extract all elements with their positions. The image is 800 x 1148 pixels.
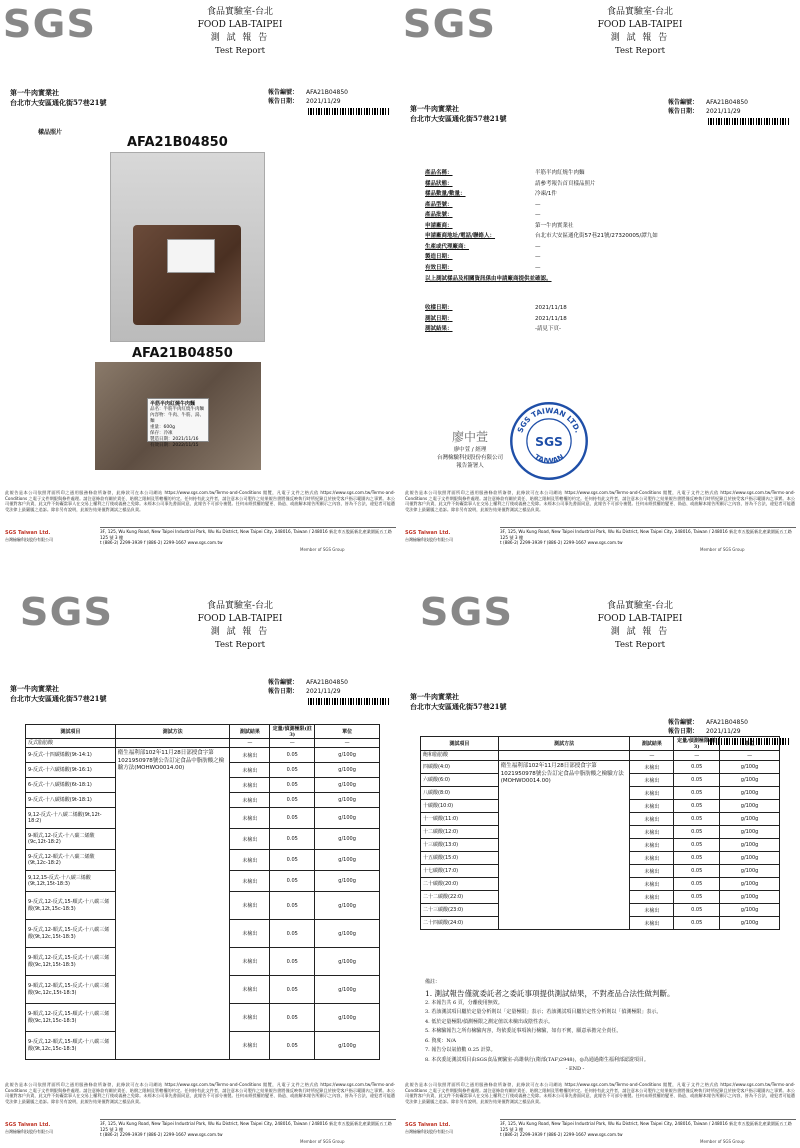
address-block: 3F, 125, Wu Kung Road, New Taipei Industrial Park, Wu Ku District, New Taipei City, 248016, Taiwan / 248016 新北市五股區新北產業園區五工路 125 號 3 樓 t (886-2) 2299-3939 f (886-2) 2299-1667 www.sgs.com.tw (100, 527, 396, 546)
report-meta: 報告編號： AFA21B04850 報告日期： 2021/11/29 (268, 679, 348, 695)
svg-text:SGS: SGS (535, 434, 563, 449)
client-address: 台北市大安區通化街57巷21號 (10, 98, 107, 107)
cell-method: 衛生福利部102年11月28日部授食字第1021950978號公告訂定食品中脂肪酸之檢驗方法(MOHWO0014.00) (498, 761, 630, 930)
cell-item: 9-反式,12-順式,15-順式-十八碳三烯酸(9t,12c,15c-18:3) (26, 1032, 116, 1060)
signature: 廖中萱 (451, 430, 488, 444)
cell-item: 9-順式,12-反式,15-順式-十八碳三烯酸(9c,12t,15c-18:3) (26, 1004, 116, 1032)
cell-result: 未檢出 (230, 948, 270, 976)
cell-item: 二十四碳酸(24:0) (421, 917, 499, 930)
field-row: 產品型號： — (425, 201, 541, 208)
cell-loq: 0.05 (674, 761, 720, 774)
cell-loq: 0.05 (270, 1004, 315, 1032)
cell-unit: g/100g (315, 793, 380, 808)
report-title-en: Test Report (215, 46, 265, 56)
cell-loq: 0.05 (674, 787, 720, 800)
cell-loq: 0.05 (270, 850, 315, 871)
cell-item: 9-反式-十八碳烯酸(9t-18:1) (26, 793, 116, 808)
cell-unit: g/100g (315, 763, 380, 778)
client-name: 第一牛肉實業社 (10, 88, 59, 97)
cell-result: 未檢出 (230, 748, 270, 763)
cell-item: 六碳酸(6:0) (421, 774, 499, 787)
cell-result: 未檢出 (230, 892, 270, 920)
cell-result: 未檢出 (630, 904, 674, 917)
lab-header: 食品實驗室-台北 FOOD LAB-TAIPEI 測 試 報 告 Test Report (597, 7, 683, 56)
cell-unit: g/100g (315, 1004, 380, 1032)
signer-role: 報告簽署人 (456, 463, 484, 469)
cell-loq: 0.05 (270, 892, 315, 920)
cell-method (115, 739, 230, 748)
cell-loq: 0.05 (270, 920, 315, 948)
cell-result: 未檢出 (230, 808, 270, 829)
cell-unit: g/100g (315, 850, 380, 871)
cell-result: 未檢出 (230, 976, 270, 1004)
cell-method (498, 751, 630, 761)
col-unit: 單位 (315, 725, 380, 739)
cell-loq: 0.05 (674, 813, 720, 826)
lab-header: 食品實驗室-台北 FOOD LAB-TAIPEI 測 試 報 告 Test Report (197, 601, 283, 650)
cell-unit: g/100g (315, 778, 380, 793)
cell-result: 未檢出 (230, 778, 270, 793)
svg-text:TAIWAN: TAIWAN (532, 452, 566, 466)
cell-loq: 0.05 (674, 865, 720, 878)
cell-unit: g/100g (315, 892, 380, 920)
cell-unit: g/100g (720, 813, 780, 826)
col-method: 測試方法 (115, 725, 230, 739)
lab-header (140, 6, 340, 58)
cell-item: 十二碳酸(12:0) (421, 826, 499, 839)
cell-unit: g/100g (720, 917, 780, 930)
sample-info (425, 168, 780, 285)
client-block: 第一牛肉實業社 台北市大安區通化街57巷21號 (410, 692, 507, 711)
cell-unit: g/100g (720, 865, 780, 878)
cell-result: 未檢出 (630, 813, 674, 826)
cell-result: — (230, 739, 270, 748)
field-row: 樣品狀態： 請參考報告首頁樣品照片 (425, 180, 596, 187)
sgs-logo: SGS (402, 2, 496, 46)
cell-result: 未檢出 (230, 1004, 270, 1032)
cell-result: 未檢出 (630, 839, 674, 852)
field-row: 生產或代理廠商： — (425, 243, 541, 250)
cell-result: 未檢出 (630, 761, 674, 774)
barcode (308, 108, 390, 115)
sgs-logo: SGS (419, 590, 513, 634)
cell-result: 未檢出 (630, 774, 674, 787)
cell-loq: 0.05 (270, 763, 315, 778)
cell-loq: 0.05 (270, 793, 315, 808)
cell-unit: g/100g (315, 871, 380, 892)
table-row (421, 761, 780, 774)
col-result: 測試結果 (230, 725, 270, 739)
cell-loq: 0.05 (270, 976, 315, 1004)
lab-header: 食品實驗室-台北 FOOD LAB-TAIPEI 測 試 報 告 Test Report (597, 601, 683, 650)
report-date: 2021/11/29 (306, 98, 341, 105)
cell-result: 未檢出 (630, 852, 674, 865)
cell-item: 9,12,15-反式-十八碳三烯酸(9t,12t,15t-18:3) (26, 871, 116, 892)
report-title-zh: 測 試 報 告 (210, 33, 270, 43)
sgs-logo: SGS (19, 590, 113, 634)
cell-result: 未檢出 (630, 878, 674, 891)
cell-item: 十碳酸(10:0) (421, 800, 499, 813)
cell-loq: 0.05 (674, 917, 720, 930)
cell-loq: 0.05 (270, 778, 315, 793)
cell-unit: g/100g (315, 920, 380, 948)
cell-item: 9-反式,12-順式-十八碳二烯酸(9t,12c-18:2) (26, 850, 116, 871)
cell-unit: g/100g (720, 891, 780, 904)
cell-loq: 0.05 (674, 800, 720, 813)
cell-unit: g/100g (720, 878, 780, 891)
sample-id-top: AFA21B04850 (127, 135, 228, 150)
cell-loq: 0.05 (674, 852, 720, 865)
cell-loq: 0.05 (674, 878, 720, 891)
cell-item: 二十二碳酸(22:0) (421, 891, 499, 904)
cell-loq: 0.05 (270, 748, 315, 763)
lab-name-zh: 食品實驗室-台北 (206, 7, 274, 17)
lab-name-en: FOOD LAB-TAIPEI (197, 20, 283, 30)
cell-unit: g/100g (720, 761, 780, 774)
brand-name: SGS Taiwan Ltd. (5, 530, 51, 536)
cell-item: 6-反式-十八碳烯酸(6t-18:1) (26, 778, 116, 793)
report-meta: 報告編號： AFA21B04850 報告日期： 2021/11/29 (268, 89, 348, 105)
cell-loq: 0.05 (674, 891, 720, 904)
cell-result: 未檢出 (630, 865, 674, 878)
table-row (26, 739, 380, 748)
cell-item: 9-反式,12-順式,15-反式-十八碳三烯酸(9t,12c,15t-18:3) (26, 920, 116, 948)
end-marker: - END - (565, 1066, 585, 1072)
cell-item: 9-順式,12-反式,15-反式-十八碳三烯酸(9c,12t,15t-18:3) (26, 948, 116, 976)
signer-name: 廖中萱 / 經理 (453, 447, 487, 453)
sample-id-bottom: AFA21B04850 (132, 346, 233, 361)
cell-unit: g/100g (720, 787, 780, 800)
client-block: 第一牛肉實業社 台北市大安區通化街57巷21號 (410, 104, 507, 123)
cell-item: 9-反式-十六碳烯酸(9t-16:1) (26, 763, 116, 778)
cell-item: 二十碳酸(20:0) (421, 878, 499, 891)
cell-result: — (630, 751, 674, 761)
report-meta: 報告編號： AFA21B04850 報告日期： 2021/11/29 (668, 99, 748, 115)
field-row: 有效日期： — (425, 264, 541, 271)
cell-result: 未檢出 (630, 826, 674, 839)
cell-item: 四碳酸(4:0) (421, 761, 499, 774)
sgs-logo: SGS (2, 2, 96, 46)
cell-result: 未檢出 (230, 793, 270, 808)
barcode (708, 118, 790, 125)
client-block (10, 88, 106, 108)
table-row (26, 748, 380, 763)
signer-company: 台灣檢驗科技股份有限公司 (436, 455, 503, 461)
trans-fat-table (25, 724, 380, 1060)
cell-result: 未檢出 (630, 917, 674, 930)
test-dates: 收樣日期： 2021/11/18 測試日期： 2021/11/18 測試結果： -請見下頁- (425, 305, 567, 332)
signature-block (425, 428, 515, 470)
cell-item: 十七碳酸(17:0) (421, 865, 499, 878)
cell-loq: 0.05 (674, 826, 720, 839)
report-page-2: SGS 食品實驗室-台北 FOOD LAB-TAIPEI 測 試 報 告 Test Report 第一牛肉實業社 台北市大安區通化街57巷21號 報告編號： AFA21B04850 報告日期： 2021/11/29 產品名稱： 半筋半肉紅燒牛肉麵 樣品狀態： 請參考報告首頁樣品照片 樣品數量/數量： 冷凍/1件 產品型號： — 產品批號： — 申請廠商： 第一牛肉實業社 申請廠商地址/電話/聯絡人： 台北市大安區通化街57巷21號/27320005/譚九如 生產或代理廠商： — 製造日期： — 有效日期： — 以上測試樣品及相關資訊係由申請廠商提供並確認。 收樣日期： 2021/11/18 測試日期： 2021/11/18 測試結果： -請見下頁- 廖中萱 廖中萱 / 經理 台灣檢驗科技股份有限公司 報告簽署人 SGS TAIWAN LTD. SGS TAIWAN 此報告是本公司依照背面所印之通用服務條款所簽發，此條款可在本公司網站 https://www.sgs.com.tw/Terms-and-Conditions 閱覽，凡電子文件之格式依 https://www.sgs.com.tw/Terms-and-Conditions 之電子文件期限與條件處理。請注意條款有關於責任、賠償之限制及管轄權的約定。任何持有此文件者，請注意本公司製作之結果報告書將僅反映執行時所紀錄且於接受客戶指示範圍內之事實。本公司僅對客戶負責，此文件不妨礙當事人在交易上權利之行使或義務之免除。未經本公司事先書面同意，此報告不可部分複製。任何未經授權的變更、偽造、或曲解本報告所顯示之內容，皆為不合法，違犯者可能遭受法律上最嚴厲之追訴。除非另有說明，此報告結果僅對測試之樣品負責。 SGS Taiwan Ltd. 台灣檢驗科技股份有限公司 3F, 125, Wu Kung Road, New Taipei Industrial Park, Wu Ku District, New Taipei City, 248016, Taiwan / 248016 新北市五股區新北產業園區五工路 125 號 3 樓 t (886-2) 2299-3939 f (886-2) 2299-1667 www.sgs.com.tw Member of SGS Group (400, 0, 800, 574)
cell-result: 未檢出 (230, 829, 270, 850)
field-row: 申請廠商地址/電話/聯絡人： 台北市大安區通化街57巷21號/27320005/譚九如 (425, 233, 658, 239)
cell-result: 未檢出 (630, 891, 674, 904)
cell-item: 十五碳酸(15:0) (421, 852, 499, 865)
cell-unit: g/100g (315, 808, 380, 829)
cell-result: 未檢出 (630, 800, 674, 813)
cell-item: 9-順式,12-順式,15-反式-十八碳三烯酸(9c,12c,15t-18:3) (26, 976, 116, 1004)
cell-unit: g/100g (720, 774, 780, 787)
cell-loq: — (674, 751, 720, 761)
table-row (421, 751, 780, 761)
cell-unit: g/100g (720, 826, 780, 839)
cell-loq: 0.05 (270, 1032, 315, 1060)
cell-unit: g/100g (720, 800, 780, 813)
cell-item: 十三碳酸(13:0) (421, 839, 499, 852)
cell-result: 未檢出 (230, 850, 270, 871)
cell-loq: 0.05 (270, 871, 315, 892)
report-page-4: SGS 食品實驗室-台北 FOOD LAB-TAIPEI 測 試 報 告 Test Report 第一牛肉實業社 台北市大安區通化街57巷21號 報告編號： AFA21B04850 報告日期： 2021/11/29 測試項目 測試方法 測試結果 定量/偵測極限(註3) 單位 飽和脂肪酸 — — — 四碳酸(4:0) 衛生福利部102年11月28日部授食字第1021950978號公告訂定食品中脂肪酸之檢驗方法(MOHWO0014.00) 未檢出 0.05 g/100g 六碳酸(6:0) 未檢出 0.05 g/100g 八碳酸(8:0) 未檢出 0.05 g/100g 十碳酸(10:0) 未檢出 0.05 g/100g 十一碳酸(11:0) 未檢出 0.05 g/100g 十二碳酸(12:0) 未檢出 0.05 g/100g 十三碳酸(13:0) 未檢出 0.05 g/100g 十五碳酸(15:0) 未檢出 0.05 g/100g 十七碳酸(17:0) 未檢出 0.05 g/100g 二十碳酸(20:0) 未檢出 0.05 g/100g 二十二碳酸(22:0) 未檢出 0.05 g/100g 二十三碳酸(23:0) 未檢出 0.05 g/100g 二十四碳酸(24:0) 未檢出 0.05 g/100g 備註： 1. 測試報告僅就委託者之委託事項提供測試結果，不對產品合法性做判斷。 2. 本報告共 6 頁，分離使用無效。 3. 若該測試項目屬於定量分析則以「定量極限」表示；若該測試項目屬於定性分析則以「偵測極限」表示。 4. 低於定量極限/偵測極限之測定值以未檢出或陰性表示。 5. 本檢驗報告之所有檢驗內容，均依委託事項執行檢驗，如有不實，願意承擔完全責任。 6. 資度：N/A 7. 報告分以氣值數 0.25 計算。 8. 本次委託測試項目由SGS食品實驗室-高雄執行(衛部(TAF)2948)，◎為通過衛生福利部認證項目。 - END - 此報告是本公司依照背面所印之通用服務條款所簽發，此條款可在本公司網站 https://www.sgs.com.tw/Terms-and-Conditions 閱覽，凡電子文件之格式依 https://www.sgs.com.tw/Terms-and-Conditions 之電子文件期限與條件處理。請注意條款有關於責任、賠償之限制及管轄權的約定。任何持有此文件者，請注意本公司製作之結果報告書將僅反映執行時所紀錄且於接受客戶指示範圍內之事實。本公司僅對客戶負責，此文件不妨礙當事人在交易上權利之行使或義務之免除。未經本公司事先書面同意，此報告不可部分複製。任何未經授權的變更、偽造、或曲解本報告所顯示之內容，皆為不合法，違犯者可能遭受法律上最嚴厲之追訴。除非另有說明，此報告結果僅對測試之樣品負責。 SGS Taiwan Ltd. 台灣檢驗科技股份有限公司 3F, 125, Wu Kung Road, New Taipei Industrial Park, Wu Ku District, New Taipei City, 248016, Taiwan / 248016 新北市五股區新北產業園區五工路 125 號 3 樓 t (886-2) 2299-3939 f (886-2) 2299-1667 www.sgs.com.tw Member of SGS Group (400, 574, 800, 1148)
report-page-1: SGS 食品實驗室-台北 FOOD LAB-TAIPEI 測 試 報 告 Test Report 第一牛肉實業社 台北市大安區通化街57巷21號 報告編號： AFA21B04850 報告日期： 2021/11/29 樣品照片 AFA21B04850 AFA21B04850 半筋半肉紅燒牛肉麵 品名：半筋半肉紅燒牛肉麵 內容物：牛肉、牛筋、湯、麵 重量：600g 保存：冷凍 製造日期：2021/11/16 有效日期：2022/11/15 此報告是本公司依照背面所印之通用服務條款所簽發，此條款可在本公司網站 https://www.sgs.com.tw/Terms-and-Conditions 閱覽，凡電子文件之格式依 https://www.sgs.com.tw/Terms-and-Conditions 之電子文件期限與條件處理。請注意條款有關於責任、賠償之限制及管轄權的約定。任何持有此文件者，請注意本公司製作之結果報告書將僅反映執行時所紀錄且於接受客戶指示範圍內之事實。本公司僅對客戶負責，此文件不妨礙當事人在交易上權利之行使或義務之免除。未經本公司事先書面同意，此報告不可部分複製。任何未經授權的變更、偽造、或曲解本報告所顯示之內容，皆為不合法，違犯者可能遭受法律上最嚴厲之追訴。除非另有說明，此報告結果僅對測試之樣品負責。 SGS Taiwan Ltd. 台灣檢驗科技股份有限公司 3F, 125, Wu Kung Road, New Taipei Industrial Park, Wu Ku District, New Taipei City, 248016, Taiwan / 248016 新北市五股區新北產業園區五工路 125 號 3 樓 t (886-2) 2299-3939 f (886-2) 2299-1667 www.sgs.com.tw Member of SGS Group (0, 0, 400, 574)
client-block: 第一牛肉實業社 台北市大安區通化街57巷21號 (10, 684, 107, 703)
cell-loq: 0.05 (674, 774, 720, 787)
col-item: 測試項目 (26, 725, 116, 739)
cell-unit: g/100g (315, 1032, 380, 1060)
cell-unit: g/100g (720, 904, 780, 917)
cell-item: 9-反式,12-反式,15-順式-十八碳三烯酸(9t,12t,15c-18:3) (26, 892, 116, 920)
cell-unit: — (720, 751, 780, 761)
report-meta: 報告編號： AFA21B04850 報告日期： 2021/11/29 (668, 719, 748, 735)
field-row: 產品批號： — (425, 212, 541, 218)
member-text: Member of SGS Group (300, 547, 345, 552)
cell-item: 9,12-反式-十八碳二烯酸(9t,12t-18:2) (26, 808, 116, 829)
sample-photo-bag (110, 152, 265, 342)
cell-loq: 0.05 (270, 948, 315, 976)
report-page-3: SGS 食品實驗室-台北 FOOD LAB-TAIPEI 測 試 報 告 Test Report 第一牛肉實業社 台北市大安區通化街57巷21號 報告編號： AFA21B04850 報告日期： 2021/11/29 測試項目 測試方法 測試結果 定量/偵測極限(註3) 單位 反式脂肪酸 — — — 9-反式-十四碳烯酸(9t-14:1) 衛生福利部102年11月28日部授食字第1021950978號公告訂定食品中脂肪酸之檢驗方法(MOHWO0014.00) 未檢出 0.05 g/100g 9-反式-十六碳烯酸(9t-16:1) 未檢出 0.05 g/100g 6-反式-十八碳烯酸(6t-18:1) 未檢出 0.05 g/100g 9-反式-十八碳烯酸(9t-18:1) 未檢出 0.05 g/100g 9,12-反式-十八碳二烯酸(9t,12t-18:2) 未檢出 0.05 g/100g 9-順式,12-反式-十八碳二烯酸(9c,12t-18:2) 未檢出 0.05 g/100g 9-反式,12-順式-十八碳二烯酸(9t,12c-18:2) 未檢出 0.05 g/100g 9,12,15-反式-十八碳三烯酸(9t,12t,15t-18:3) 未檢出 0.05 g/100g 9-反式,12-反式,15-順式-十八碳三烯酸(9t,12t,15c-18:3) 未檢出 0.05 g/100g 9-反式,12-順式,15-反式-十八碳三烯酸(9t,12c,15t-18:3) 未檢出 0.05 g/100g 9-順式,12-反式,15-反式-十八碳三烯酸(9c,12t,15t-18:3) 未檢出 0.05 g/100g 9-順式,12-順式,15-反式-十八碳三烯酸(9c,12c,15t-18:3) 未檢出 0.05 g/100g 9-順式,12-反式,15-順式-十八碳三烯酸(9c,12t,15c-18:3) 未檢出 0.05 g/100g 9-反式,12-順式,15-順式-十八碳三烯酸(9t,12c,15c-18:3) 未檢出 0.05 g/100g 此報告是本公司依照背面所印之通用服務條款所簽發，此條款可在本公司網站 https://www.sgs.com.tw/Terms-and-Conditions 閱覽，凡電子文件之格式依 https://www.sgs.com.tw/Terms-and-Conditions 之電子文件期限與條件處理。請注意條款有關於責任、賠償之限制及管轄權的約定。任何持有此文件者，請注意本公司製作之結果報告書將僅反映執行時所紀錄且於接受客戶指示範圍內之事實。本公司僅對客戶負責，此文件不妨礙當事人在交易上權利之行使或義務之免除。未經本公司事先書面同意，此報告不可部分複製。任何未經授權的變更、偽造、或曲解本報告所顯示之內容，皆為不合法，違犯者可能遭受法律上最嚴厲之追訴。除非另有說明，此報告結果僅對測試之樣品負責。 SGS Taiwan Ltd. 台灣檢驗科技股份有限公司 3F, 125, Wu Kung Road, New Taipei Industrial Park, Wu Ku District, New Taipei City, 248016, Taiwan / 248016 新北市五股區新北產業園區五工路 125 號 3 樓 t (886-2) 2299-3939 f (886-2) 2299-1667 www.sgs.com.tw Member of SGS Group (0, 574, 400, 1148)
cell-unit: — (315, 739, 380, 748)
cell-item: 八碳酸(8:0) (421, 787, 499, 800)
field-row: 產品名稱： 半筋半肉紅燒牛肉麵 (425, 170, 585, 176)
cell-result: 未檢出 (230, 763, 270, 778)
cell-unit: g/100g (315, 748, 380, 763)
cell-loq: — (270, 739, 315, 748)
cell-unit: g/100g (720, 852, 780, 865)
cell-item: 二十三碳酸(23:0) (421, 904, 499, 917)
col-loq: 定量/偵測極限(註3) (270, 725, 315, 739)
field-row: 製造日期： — (425, 254, 541, 260)
cell-loq: 0.05 (270, 829, 315, 850)
cell-loq: 0.05 (270, 808, 315, 829)
cell-result: 未檢出 (630, 787, 674, 800)
cell-unit: g/100g (315, 829, 380, 850)
cell-unit: g/100g (315, 976, 380, 1004)
photo-title: 樣品照片 (38, 129, 63, 136)
cell-item: 9-反式-十四碳烯酸(9t-14:1) (26, 748, 116, 763)
info-note: 以上測試樣品及相關資訊係由申請廠商提供並確認。 (425, 276, 552, 282)
barcode (308, 698, 390, 705)
field-row: 樣品數量/數量： 冷凍/1件 (425, 191, 557, 197)
cell-item: 飽和脂肪酸 (421, 751, 499, 761)
cell-loq: 0.05 (674, 904, 720, 917)
sgs-seal-stamp (508, 400, 590, 482)
cell-item: 反式脂肪酸 (26, 739, 116, 748)
report-notes: 備註： 1. 測試報告僅就委託者之委託事項提供測試結果，不對產品合法性做判斷。 2. 本報告共 6 頁，分離使用無效。 3. 若該測試項目屬於定量分析則以「定量極限」表示；若該測試項目屬於定性分析則以「偵測極限」表示。 4. 低於定量極限/偵測極限之測定值以未檢出或陰性表示。 5. 本檢驗報告之所有檢驗內容，均依委託事項執行檢驗，如有不實，願意承擔完全責任。 6. 資度：N/A 7. 報告分以氣值數 0.25 計算。 8. 本次委託測試項目由SGS食品實驗室-高雄執行(衛部(TAF)2948)，◎為通過衛生福利部認證項目。 - END - (425, 978, 725, 1075)
cell-method: 衛生福利部102年11月28日部授食字第1021950978號公告訂定食品中脂肪酸之檢驗方法(MOHWO0014.00) (115, 748, 230, 1060)
cell-result: 未檢出 (230, 871, 270, 892)
cell-item: 9-順式,12-反式-十八碳二烯酸(9c,12t-18:2) (26, 829, 116, 850)
cell-unit: g/100g (315, 948, 380, 976)
cell-result: 未檢出 (230, 1032, 270, 1060)
sample-photo-label: 半筋半肉紅燒牛肉麵 品名：半筋半肉紅燒牛肉麵 內容物：牛肉、牛筋、湯、麵 重量：600g 保存：冷凍 製造日期：2021/11/16 有效日期：2022/11/15 (95, 362, 261, 470)
report-number: AFA21B04850 (306, 89, 348, 96)
svg-text:SGS TAIWAN LTD.: SGS TAIWAN LTD. (515, 406, 583, 435)
field-row: 申請廠商： 第一牛肉實業社 (425, 222, 574, 229)
saturated-fat-table: 測試項目 測試方法 測試結果 定量/偵測極限(註3) 單位 飽和脂肪酸 — — — 四碳酸(4:0) 衛生福利部102年11月28日部授食字第1021950978號公告訂定食品中脂肪酸之檢驗方法(MOHWO0014.00) 未檢出 0.05 g/100g 六碳酸(6:0) 未檢出 0.05 g/100g 八碳酸(8:0) 未檢出 0.05 g/100g 十碳酸(10:0) 未檢出 0.05 g/100g 十一碳酸(11:0) 未檢出 0.05 g/100g 十二碳酸(12:0) 未檢出 0.05 g/100g 十三碳酸(13:0) 未檢出 0.05 g/100g 十五碳酸(15:0) 未檢出 0.05 g/100g 十七碳酸(17:0) 未檢出 0.05 g/100g 二十碳酸(20:0) 未檢出 0.05 g/100g 二十二碳酸(22:0) 未檢出 0.05 g/100g 二十三碳酸(23:0) 未檢出 0.05 g/100g 二十四碳酸(24:0) 未檢出 0.05 g/100g (420, 736, 780, 930)
terms-text: 此報告是本公司依照背面所印之通用服務條款所簽發，此條款可在本公司網站 https://www.sgs.com.tw/Terms-and-Conditions 閱覽，凡電子文件之格式依 https://www.sgs.com.tw/Terms-and-Conditions 之電子文件期限與條件處理。請注意條款有關於責任、賠償之限制及管轄權的約定。任何持有此文件者，請注意本公司製作之結果報告書將僅反映執行時所紀錄且於接受客戶指示範圍內之事實。本公司僅對客戶負責，此文件不妨礙當事人在交易上權利之行使或義務之免除。未經本公司事先書面同意，此報告不可部分複製。任何未經授權的變更、偽造、或曲解本報告所顯示之內容，皆為不合法，違犯者可能遭受法律上最嚴厲之追訴。除非另有說明，此報告結果僅對測試之樣品負責。 (5, 490, 395, 512)
cell-unit: g/100g (720, 839, 780, 852)
cell-loq: 0.05 (674, 839, 720, 852)
cell-result: 未檢出 (230, 920, 270, 948)
cell-item: 十一碳酸(11:0) (421, 813, 499, 826)
